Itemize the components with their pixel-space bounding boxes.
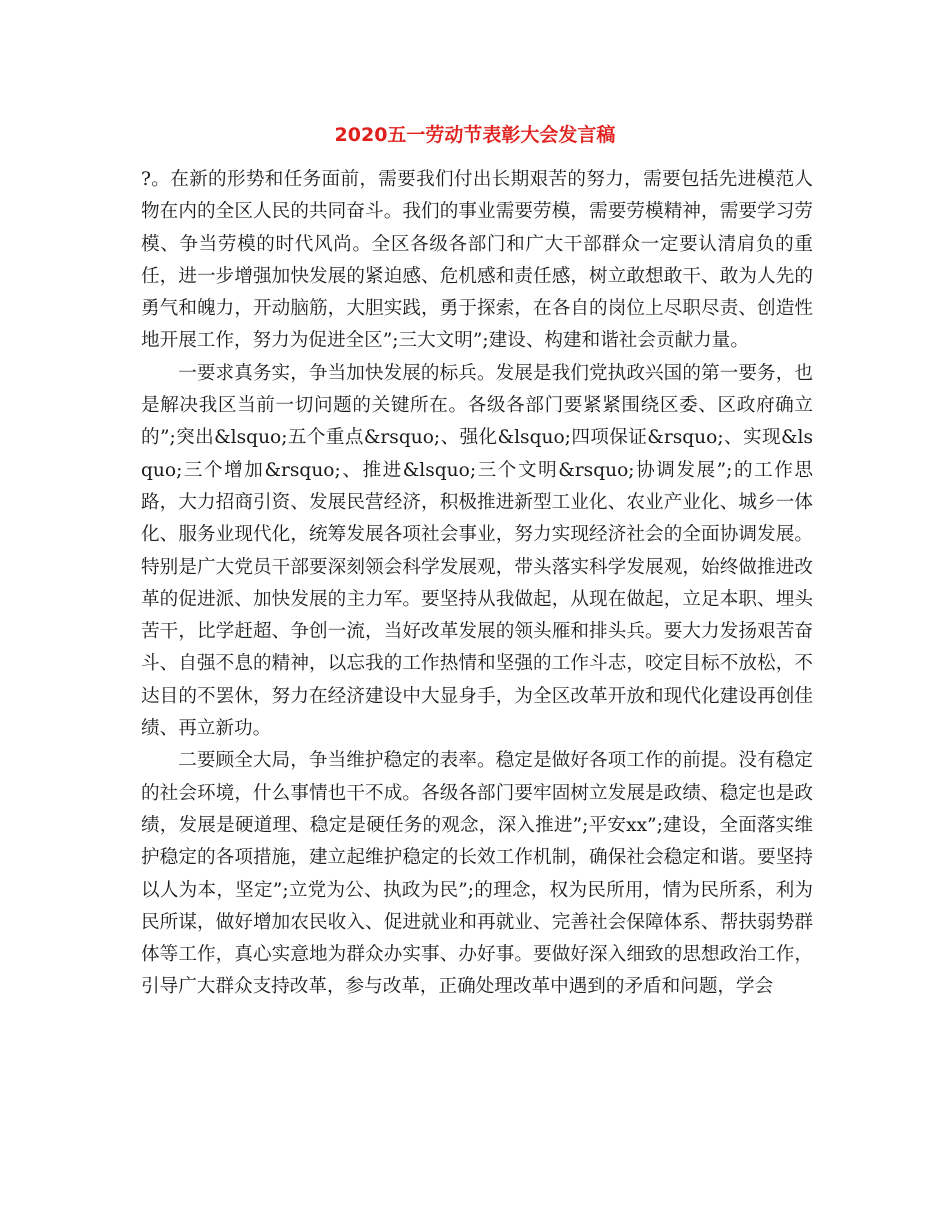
document-title: 2020五一劳动节表彰大会发言稿 bbox=[334, 124, 616, 146]
paragraph-3: 二要顾全大局，争当维护稳定的表率。稳定是做好各项工作的前提。没有稳定的社会环境，什么事情也干不成。各级各部门要牢固树立发展是政绩、稳定也是政绩，发展是硬道理、稳定是硬任务的观念，深入推进”;平安xx”;建设，全面落实维护稳定的各项措施，建立起维护稳定的长效工作机制，确保社会稳定和谐。要坚持以人为本，坚定”;立党为公、执政为民”;的理念，权为民所用，情为民所系，利为民所谋，做好增加农民收入、促进就业和再就业、完善社会保障体系、帮扶弱势群体等工作，真心实意地为群众办实事、办好事。要做好深入细致的思想政治工作，引导广大群众支持改革，参与改革，正确处理改革中遇到的矛盾和问题，学会 bbox=[141, 750, 813, 998]
paragraph-2: 一要求真务实，争当加快发展的标兵。发展是我们党执政兴国的第一要务，也是解决我区当前一切问题的关键所在。各级各部门要紧紧围绕区委、区政府确立的”;突出&lsquo;五个重点&rsquo;、强化&lsquo;四项保证&rsquo;、实现&lsquo;三个增加&rsquo;、推进&lsquo;三个文明&rsquo;协调发展”;的工作思路，大力招商引资、发展民营经济，积极推进新型工业化、农业产业化、城乡一体化、服务业现代化，统筹发展各项社会事业，努力实现经济社会的全面协调发展。特别是广大党员干部要深刻领会科学发展观，带头落实科学发展观，始终做推进改革的促进派、加快发展的主力军。要坚持从我做起，从现在做起，立足本职、埋头苦干，比学赶超、争创一流，当好改革发展的领头雁和排头兵。要大力发扬艰苦奋斗、自强不息的精神，以忘我的工作热情和坚强的工作斗志，咬定目标不放松，不达目的不罢休，努力在经济建设中大显身手，为全区改革开放和现代化建设再创佳绩、再立新功。 bbox=[141, 362, 813, 740]
document-body bbox=[141, 164, 813, 1004]
paragraph-1: ?。在新的形势和任务面前，需要我们付出长期艰苦的努力，需要包括先进模范人物在内的全区人民的共同奋斗。我们的事业需要劳模，需要劳模精神，需要学习劳模、争当劳模的时代风尚。全区各级各部门和广大干部群众一定要认清肩负的重任，进一步增强加快发展的紧迫感、危机感和责任感，树立敢想敢干、敢为人先的勇气和魄力，开动脑筋，大胆实践，勇于探索，在各自的岗位上尽职尽责、创造性地开展工作，努力为促进全区”;三大文明”;建设、构建和谐社会贡献力量。 bbox=[141, 169, 813, 352]
